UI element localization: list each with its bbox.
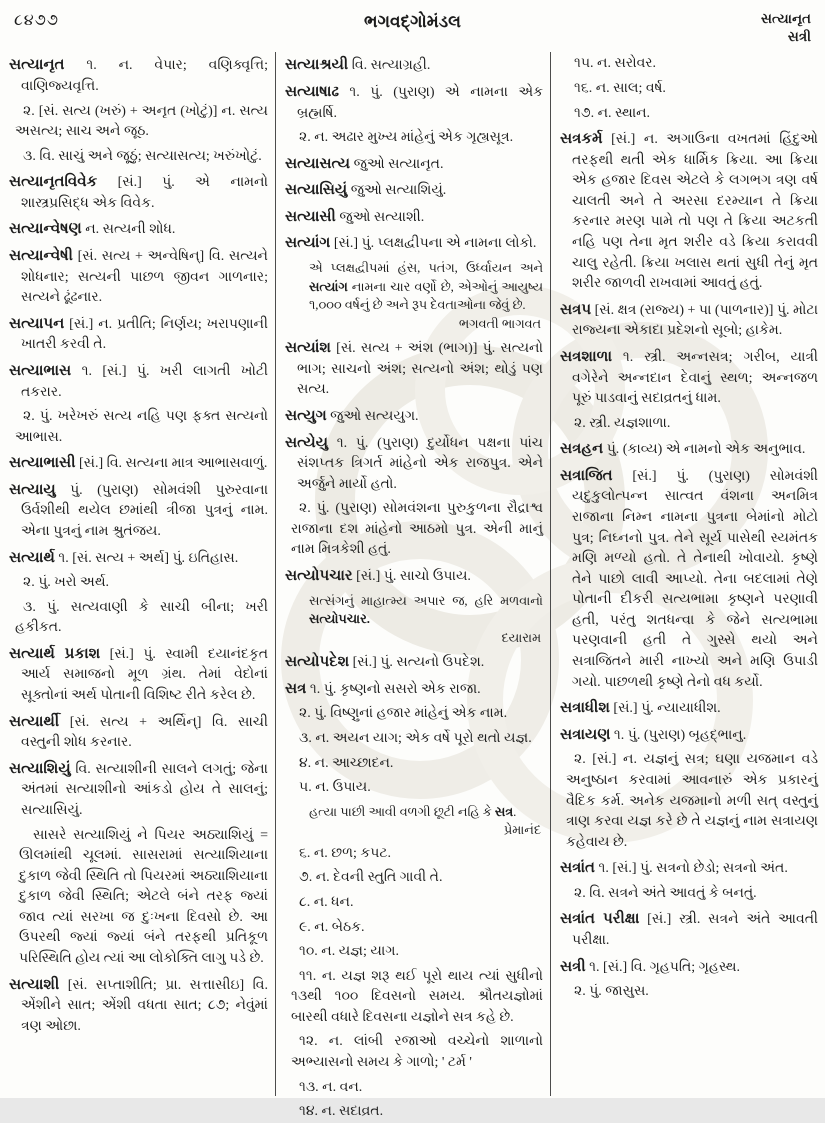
dictionary-sense: ૧૦. ન. યજ્ઞ; યાગ.: [299, 944, 399, 960]
dictionary-entry: સત્યાર્થ ૧. [સં. સત્ય + અર્થ] પું. ઇતિહાસ.: [9, 549, 239, 566]
headword: સત્યાપન: [9, 315, 65, 332]
headword: સત્રહન: [560, 441, 604, 458]
headword: સત્યાંશ: [285, 340, 331, 357]
headword: સત્યાશ્રયી: [285, 57, 349, 74]
dictionary-entry: સત્રાયણ ૧. પું. (પુરાણ) બૃહદ્ભાનુ.: [560, 726, 747, 743]
guide-word-first: સત્યાનૃત: [761, 11, 811, 26]
dictionary-entry: સત્યેયુ ૧. પું. (પુરાણ) દુર્યોધન પક્ષના પાંચ સંશપ્તક ત્રિગર્ત માંહેનો એક રાજપુત્ર. એને અર્જુને માર્યો હતો.: [285, 434, 543, 492]
headword: સત્યાસી: [285, 208, 336, 225]
dictionary-sense: ૨. વિ. સત્રને અંતે આવતું કે બનતું.: [574, 885, 757, 901]
dictionary-entry: સત્રાંત ૧. [સં.] પું. સત્રનો છેડો; સત્રનો અંત.: [560, 860, 788, 877]
dictionary-sense: ૧૭. ન. સ્થાન.: [574, 105, 651, 121]
dictionary-column-1: [0, 52, 275, 1096]
headword: સત્રાયણ: [560, 726, 611, 743]
dictionary-entry: સત્યાર્થી [સં. સત્ય + અર્થિન્] વિ. સાચી વસ્તુની શોધ કરનાર.: [9, 713, 268, 751]
dictionary-sense: ૨. [સં.] ન. યજ્ઞનું સત્ર; ઘણા યજમાન વડે અનુષ્ઠાન કરવામાં આવનારું એક પ્રકારનું વૈદિક કર્મ. અનેક યજમાનો મળી સત્ વસ્તુનું ત્રાણ કરવા યજ્ઞ કરે છે તે યજ્ઞનું નામ સત્રાયણ કહેવાય છે.: [566, 752, 818, 850]
dictionary-entry: સત્રી ૧. [સં.] વિ. ગૃહપતિ; ગૃહસ્થ.: [560, 958, 741, 975]
headword: સત્યાનૃત: [9, 57, 65, 74]
dictionary-sense: ૧૨. ન. લાંબી રજાઓ વચ્ચેનો શાળાનો અભ્યાસનો સમય કે ગાળો; ' ટર્મ ': [291, 1034, 543, 1071]
dictionary-sense: ૨. પું. (પુરાણ) સોમવંશના પુરુકુળના રૌદ્રાશ્વ રાજાના દશ માંહેનો આઠમો પુત્ર. એની માનું નામ મિત્રકેશી હતું.: [291, 501, 543, 558]
headword: સત્યાસિયું: [285, 182, 348, 199]
dictionary-entry: સત્યાસત્ય જુઓ સત્યાનૃત.: [285, 155, 444, 172]
dictionary-entry: સત્યાંગ [સં.] પું. પ્લક્ષદ્વીપના એ નામના લોકો.: [285, 235, 537, 252]
dictionary-sense: ૯. ન. બેઠક.: [299, 919, 365, 935]
dictionary-sense: ૧૫. ન. સરોવર.: [574, 56, 657, 72]
page-number: ૮૪૭૭: [14, 12, 59, 29]
headword: સત્યાર્થી: [9, 713, 60, 730]
dictionary-sense: ૨. પું. જાસુસ.: [574, 984, 649, 1000]
idiom-note: સાસરે સત્યાશિયું ને પિયર અઠ્યાશિયું = ઊલમાંથી ચૂલમાં. સાસરામાં સત્યાશિયાના દુકાળ જેવી સ્થિતિ તો પિયરમાં અઠ્યાશિયાના દુકાળ જેવી સ્થિતિ; એટલે બંને તરફ જ્યાં જાવ ત્યાં સરખા જ દુઃખના દિવસો છે. આ ઉપરથી જ્યાં જ્યાં બંને તરફથી પ્રતિકૂળ પરિસ્થિતિ હોય ત્યાં આ લોકોક્તિ લાગુ પડે છે.: [19, 827, 268, 966]
dictionary-sense: ૨. પું. ખરો અર્થ.: [23, 575, 110, 591]
dictionary-entry: સત્રાંત પરીક્ષા [સં.] સ્ત્રી. સત્રને અંતે આવતી પરીક્ષા.: [560, 911, 818, 948]
headword: સત્રાંત: [560, 860, 595, 877]
headword: સત્યાષાઢ: [285, 84, 339, 101]
dictionary-entry: સત્યાન્વેષણ ન. સત્યની શોધ.: [9, 221, 176, 238]
dictionary-column-3: [550, 52, 825, 1096]
dictionary-sense: ૩. ન. અયન યાગ; એક વર્ષે પૂરો થતો યજ્ઞ.: [299, 730, 532, 746]
dictionary-entry: સત્યાનૃતવિવેક [સં.] પું. એ નામનો શાસ્ત્રપ્રસિદ્ધ એક વિવેક.: [9, 174, 268, 211]
quote-attribution: પ્રેમાનંદ: [503, 823, 541, 838]
page-header: [0, 0, 825, 48]
quotation: સત્સંગનું માહાત્મ્ય અપાર જ, હરિ મળવાનો સત્યોપચાર. દયારામ: [285, 592, 543, 648]
dictionary-entry: સત્યાસિયું જુઓ સત્યાશિયું.: [285, 182, 447, 199]
headword: સત્યાશિયું: [9, 760, 71, 777]
dictionary-entry: સત્યાશી [સં. સપ્તાશીતિ; પ્રા. સત્તાસીઇ] વિ. એંશીને સાત; એંશી વધતા સાત; ૮૭; નેવુંમાં ત્રણ ઓછા.: [9, 976, 268, 1034]
dictionary-entry: સત્યાંશ [સં. સત્ય + અંશ (ભાગ)] પું. સત્યનો ભાગ; સાચનો અંશ; સત્યનો અંશ; થોડું પણ સત્ય.: [285, 340, 543, 398]
dictionary-sense: ૬. ન. છળ; કપટ.: [299, 845, 392, 861]
dictionary-sense: ૭. ન. દેવની સ્તુતિ ગાવી તે.: [299, 870, 443, 886]
quote-attribution: દયારામ: [501, 630, 541, 645]
dictionary-entry: સત્રાજિત [સં.] પું. (પુરાણ) સોમવંશી યદુકુલોત્પન્ન સાત્વત વંશના અનમિત્ર રાજાના નિમ્ન નામના પુત્રના બેમાંનો મોટો પુત્ર; નિઘ્નનો પુત્ર. તેને સૂર્ય પાસેથી સ્યમંતક મણિ મળ્યો હતો. તે તેનાથી ખોવાયો. કૃષ્ણે તેને પાછો લાવી આપ્યો. તેના બદલામાં તેણે પોતાની દીકરી સત્યભામા કૃષ્ણને પરણાવી હતી, પરંતુ શતધન્વા કે જેને સત્યભામા પરણવાની હતી તે ગુસ્સે થયો અને સત્રાજિતને મારી નાખ્યો અને મણિ ઉપાડી ગયો. પાછળથી કૃષ્ણે તેનો વધ કર્યો.: [560, 467, 818, 690]
dictionary-sense: ૪. ન. આચ્છાદન.: [299, 755, 394, 771]
headword: સત્યાન્વેષી: [9, 248, 73, 265]
headword: સત્યાનૃતવિવેક: [9, 174, 98, 191]
dictionary-entry: સત્યાભાસ ૧. [સં.] પું. ખરી લાગતી ખોટી તકરાર.: [9, 362, 268, 400]
dictionary-entry: સત્રાધીશ [સં.] પું. ન્યાયાધીશ.: [560, 700, 721, 717]
headword: સત્યુગ: [285, 407, 327, 424]
headword: સત્યાર્થ પ્રકાશ: [9, 645, 101, 662]
dictionary-entry: સત્યાયુ પું. (પુરાણ) સોમવંશી પુરુરવાના ઉર્વશીથી થયેલ છમાંથી ત્રીજા પુત્રનું નામ. એના પુત્રનું નામ શ્રુતંજય.: [9, 481, 268, 539]
dictionary-entry: સત્યાનૃત ૧. ન. વેપાર; વણિક્વૃત્તિ; વાણિજ્યવૃત્તિ.: [9, 57, 268, 95]
guide-word-last: સત્રી: [787, 29, 811, 45]
dictionary-sense: ૨. [સં. સત્ય (ખરું) + અનૃત (ખોટું)] ન. સત્ય અસત્ય; સાચ અને જૂઠ.: [15, 103, 268, 140]
dictionary-entry: સત્યાપન [સં.] ન. પ્રતીતિ; નિર્ણય; ખરાપણાની ખાતરી કરવી તે.: [9, 315, 268, 353]
dictionary-entry: સત્યોપદેશ [સં.] પું. સત્યનો ઉપદેશ.: [285, 654, 485, 671]
dictionary-entry: સત્યુગ જુઓ સત્યયુગ.: [285, 407, 419, 424]
dictionary-entry: સત્યાશિયું વિ. સત્યાશીની સાલને લગતું; જેના અંતમાં સત્યાશીનો આંકડો હોય તે સાલનું; સત્યાસિયું.: [9, 760, 268, 818]
dictionary-sense: ૨. પું. ખરેખરું સત્ય નહિ પણ ફક્ત સત્યનો આભાસ.: [15, 409, 268, 445]
dictionary-sense: ૨. સ્ત્રી. યજ્ઞશાળા.: [574, 415, 671, 431]
dictionary-sense: ૧૬. ન. સાલ; વર્ષ.: [574, 81, 666, 97]
headword: સત્રી: [560, 958, 586, 975]
dictionary-sense: ૮. ન. ધન.: [299, 894, 354, 910]
headword: સત્યાન્વેષણ: [9, 221, 82, 238]
headword: સત્યાયુ: [9, 481, 56, 498]
headword: સત્રાંત પરીક્ષા: [560, 911, 640, 928]
dictionary-entry: સત્રહન પું. (કાવ્ય) એ નામનો એક અનુભાવ.: [560, 441, 806, 458]
headword: સત્યોપચાર: [285, 568, 353, 585]
headword: સત્યાંગ: [285, 235, 331, 252]
quotation: હત્યા પાછી આવી વળગી છૂટી નહિ કે સત્ર. પ્રેમાનંદ: [285, 803, 543, 840]
dictionary-sense: ૨. પું. વિષ્ણુનાં હજાર માંહેનું એક નામ.: [299, 706, 508, 722]
dictionary-sense: ૩. વિ. સાચું અને જૂઠું; સત્યાસત્ય; ખરુંખોટું.: [23, 148, 262, 164]
dictionary-sense: ૧૪. ન. સદાવ્રત.: [299, 1104, 384, 1120]
dictionary-sense: ૨. ન. અઢાર મુખ્ય માંહેનું એક ગૃહ્યસૂત્ર.: [299, 130, 514, 146]
headword: સત્રશાળા: [560, 348, 612, 365]
headword: સત્રાધીશ: [560, 700, 610, 717]
dictionary-entry: સત્રકર્મ [સં.] ન. અગાઉના વખતમાં હિંદુઓ તરફથી થતી એક ધાર્મિક ક્રિયા. આ ક્રિયા એક હજાર દિવસ એટલે કે લગભગ ત્રણ વર્ષ ચાલતી અને તે અરસા દરમ્યાન તે ક્રિયા કરનાર મરણ પામે તો પણ તે ક્રિયા અટકતી નહિ પણ તેના મૃત શરીર વડે ક્રિયા કરાવવી ચાલુ રહેતી. ક્રિયા ખલાસ થતાં સુધી તેનું મૃત શરીર જાળવી રાખવામાં આવતું હતું.: [560, 131, 818, 292]
quote-attribution: ભગવતી ભાગવત: [458, 316, 541, 331]
dictionary-entry: સત્યાન્વેષી [સં. સત્ય + અન્વેષિન્] વિ. સત્યને શોધનાર; સત્યની પાછળ જીવન ગાળનાર; સત્યને ઢૂંઢનાર.: [9, 248, 268, 306]
guide-words: [681, 10, 811, 46]
dictionary-entry: સત્રપ [સં. ક્ષત્ર (રાજ્ય) + પા (પાળનાર)] પું. મોટા રાજ્યના એકાદા પ્રદેશનો સૂબો; હાકેમ.: [560, 301, 818, 339]
dictionary-content: [0, 52, 825, 1120]
dictionary-entry: સત્યાસી જુઓ સત્યાશી.: [285, 208, 425, 225]
dictionary-sense: ૫. ન. ઉપાય.: [299, 780, 371, 796]
headword: સત્યોપદેશ: [285, 654, 350, 671]
dictionary-sense: ૩. પું. સત્યવાણી કે સાચી બીના; ખરી હકીકત.: [15, 599, 268, 636]
dictionary-entry: સત્યોપચાર [સં.] પું. સાચો ઉપાય.: [285, 568, 471, 585]
dictionary-sense: ૧૧. ન. યજ્ઞ શરૂ થઈ પૂરો થાય ત્યાં સુધીનો ૧૩થી ૧૦૦ દિવસનો સમય. શ્રૌતયજ્ઞોમાં બારથી વધારે દિવસના યજ્ઞોને સત્ર કહે છે.: [291, 968, 543, 1025]
dictionary-entry: સત્યાભાસી [સં.] વિ. સત્યના માત્ર આભાસવાળું.: [9, 455, 268, 472]
dictionary-entry: સત્યાર્થ પ્રકાશ [સં.] પું. સ્વામી દયાનંદકૃત આર્ય સમાજનો મૂળ ગ્રંથ. તેમાં વેદોનાં સૂક્તોનાં અર્થ પોતાની વિશિષ્ટ રીતે કરેલ છે.: [9, 645, 268, 704]
dictionary-sense: ૧૩. ન. વન.: [299, 1079, 363, 1095]
headword: સત્રાજિત: [560, 467, 613, 484]
dictionary-entry: સત્યાશ્રયી વિ. સત્યાગ્રહી.: [285, 57, 431, 74]
headword: સત્યેયુ: [285, 434, 328, 451]
headword: સત્યાભાસી: [9, 455, 76, 472]
headword: સત્રપ: [560, 301, 592, 318]
dictionary-entry: સત્રશાળા ૧. સ્ત્રી. અન્નસત્ર; ગરીબ, યાત્રી વગેરેને અન્નદાન દેવાનું સ્થળ; અન્નજળ પૂરું પાડવાનું સદાવ્રતનું ધામ.: [560, 348, 818, 407]
headword: સત્ર: [285, 680, 307, 697]
headword: સત્યાર્થ: [9, 549, 55, 566]
dictionary-entry: સત્યાષાઢ ૧. પું. (પુરાણ) એ નામના એક બ્રહ્મર્ષિ.: [285, 84, 543, 121]
headword: સત્યાભાસ: [9, 362, 72, 379]
book-title: ભગવદ્ગોમંડલ: [364, 12, 461, 31]
quotation: એ પ્લક્ષદ્વીપમાં હંસ, પતંગ, ઉર્ધ્વાયન અને સત્યાંગ નામના ચાર વર્ણો છે, એઓનું આયુષ્ય ૧,૦૦૦ વર્ષનું છે અને રૂપ દેવતાઓના જેવું છે. ભગવતી ભાગવત: [285, 259, 543, 333]
dictionary-entry: સત્ર ૧. પું. કૃષ્ણનો સસરો એક રાજા.: [285, 680, 481, 697]
dictionary-column-2: [275, 52, 550, 1120]
headword: સત્યાશી: [9, 976, 60, 993]
headword: સત્રકર્મ: [560, 131, 603, 148]
headword: સત્યાસત્ય: [285, 155, 351, 172]
